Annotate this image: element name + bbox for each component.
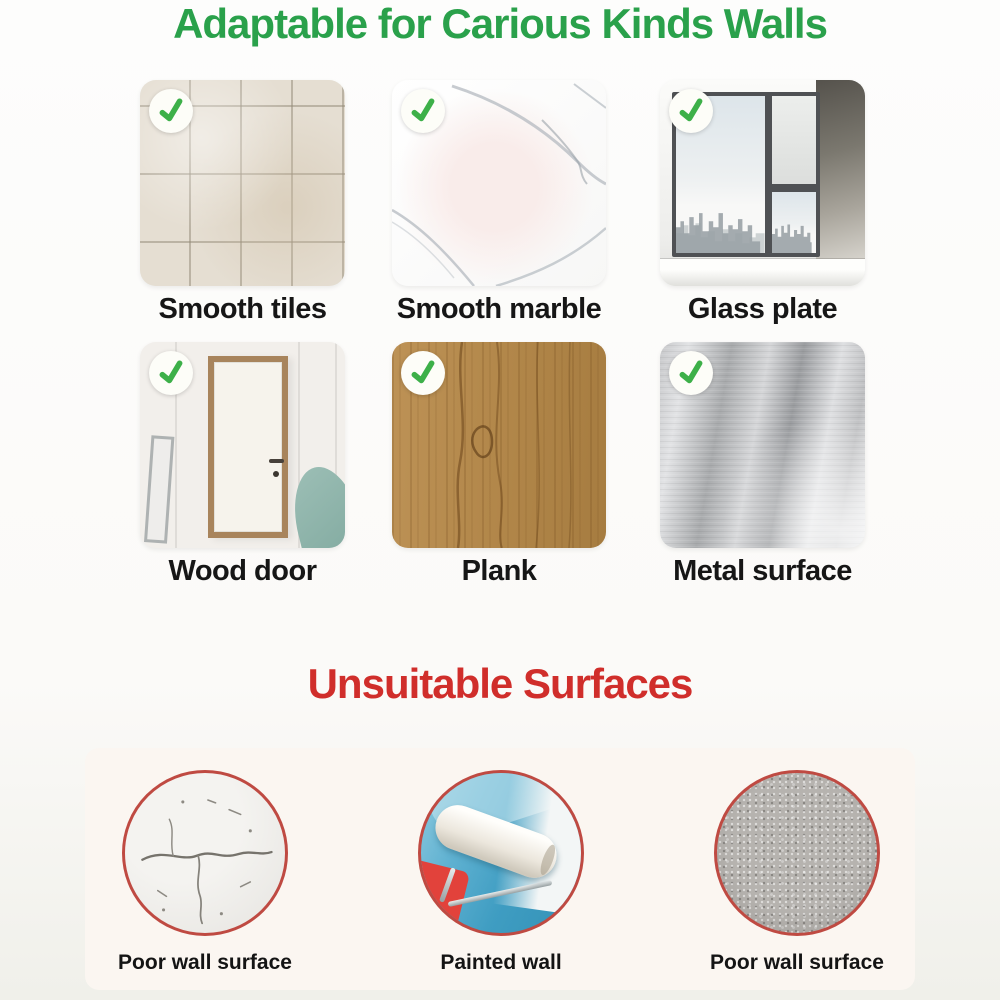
- item-label: Wood door: [168, 555, 317, 587]
- unsuitable-card: [85, 748, 915, 990]
- check-icon: [153, 355, 188, 390]
- wall-cracks: [125, 773, 285, 933]
- smooth-marble-image: [392, 80, 606, 286]
- window-sill: [660, 259, 865, 286]
- item-label: Poor wall surface: [118, 951, 292, 974]
- window-pane-small: [772, 96, 816, 183]
- leaning-panel: [144, 435, 174, 543]
- door-lock: [273, 471, 279, 477]
- suitable-title: Adaptable for Carious Kinds Walls: [173, 0, 827, 47]
- check-badge: [149, 351, 193, 395]
- check-badge: [401, 351, 445, 395]
- check-badge: [149, 89, 193, 133]
- wood-door-image: [140, 342, 345, 548]
- city-skyline: [772, 215, 816, 253]
- check-badge: [669, 89, 713, 133]
- smooth-tiles-image: [140, 80, 345, 286]
- check-icon: [673, 355, 708, 390]
- item-label: Painted wall: [440, 951, 562, 974]
- check-icon: [673, 93, 708, 128]
- unsuitable-item-painted-wall: [383, 770, 619, 975]
- window-side-wall: [816, 80, 865, 259]
- suitable-item-glass-plate: [660, 80, 865, 326]
- check-icon: [405, 355, 440, 390]
- glass-plate-image: [660, 80, 865, 286]
- suitable-item-wood-door: [140, 342, 345, 588]
- item-label: Smooth marble: [396, 293, 602, 325]
- item-label: Glass plate: [687, 293, 838, 325]
- check-badge: [669, 351, 713, 395]
- item-label: Plank: [461, 555, 537, 587]
- door-handle: [269, 459, 284, 463]
- item-label: Poor wall surface: [710, 951, 884, 974]
- unsuitable-item-poor-wall-2: [679, 770, 915, 975]
- check-icon: [405, 93, 440, 128]
- suitable-item-smooth-marble: [392, 80, 606, 326]
- metal-surface-image: [660, 342, 865, 548]
- poor-wall-surface-image: [714, 770, 880, 936]
- item-label: Metal surface: [673, 555, 852, 587]
- plank-image: [392, 342, 606, 548]
- check-badge: [401, 89, 445, 133]
- suitable-item-metal-surface: [660, 342, 865, 588]
- city-skyline: [676, 197, 765, 253]
- unsuitable-item-poor-wall-1: [87, 770, 323, 975]
- unsuitable-title: Unsuitable Surfaces: [307, 660, 693, 707]
- item-label: Smooth tiles: [158, 293, 327, 325]
- window-pane-lower: [772, 192, 816, 253]
- painted-wall-image: [418, 770, 584, 936]
- poor-wall-surface-image: [122, 770, 288, 936]
- door: [208, 356, 288, 537]
- suitable-item-smooth-tiles: [140, 80, 345, 326]
- suitable-item-plank: [392, 342, 606, 588]
- check-icon: [153, 93, 188, 128]
